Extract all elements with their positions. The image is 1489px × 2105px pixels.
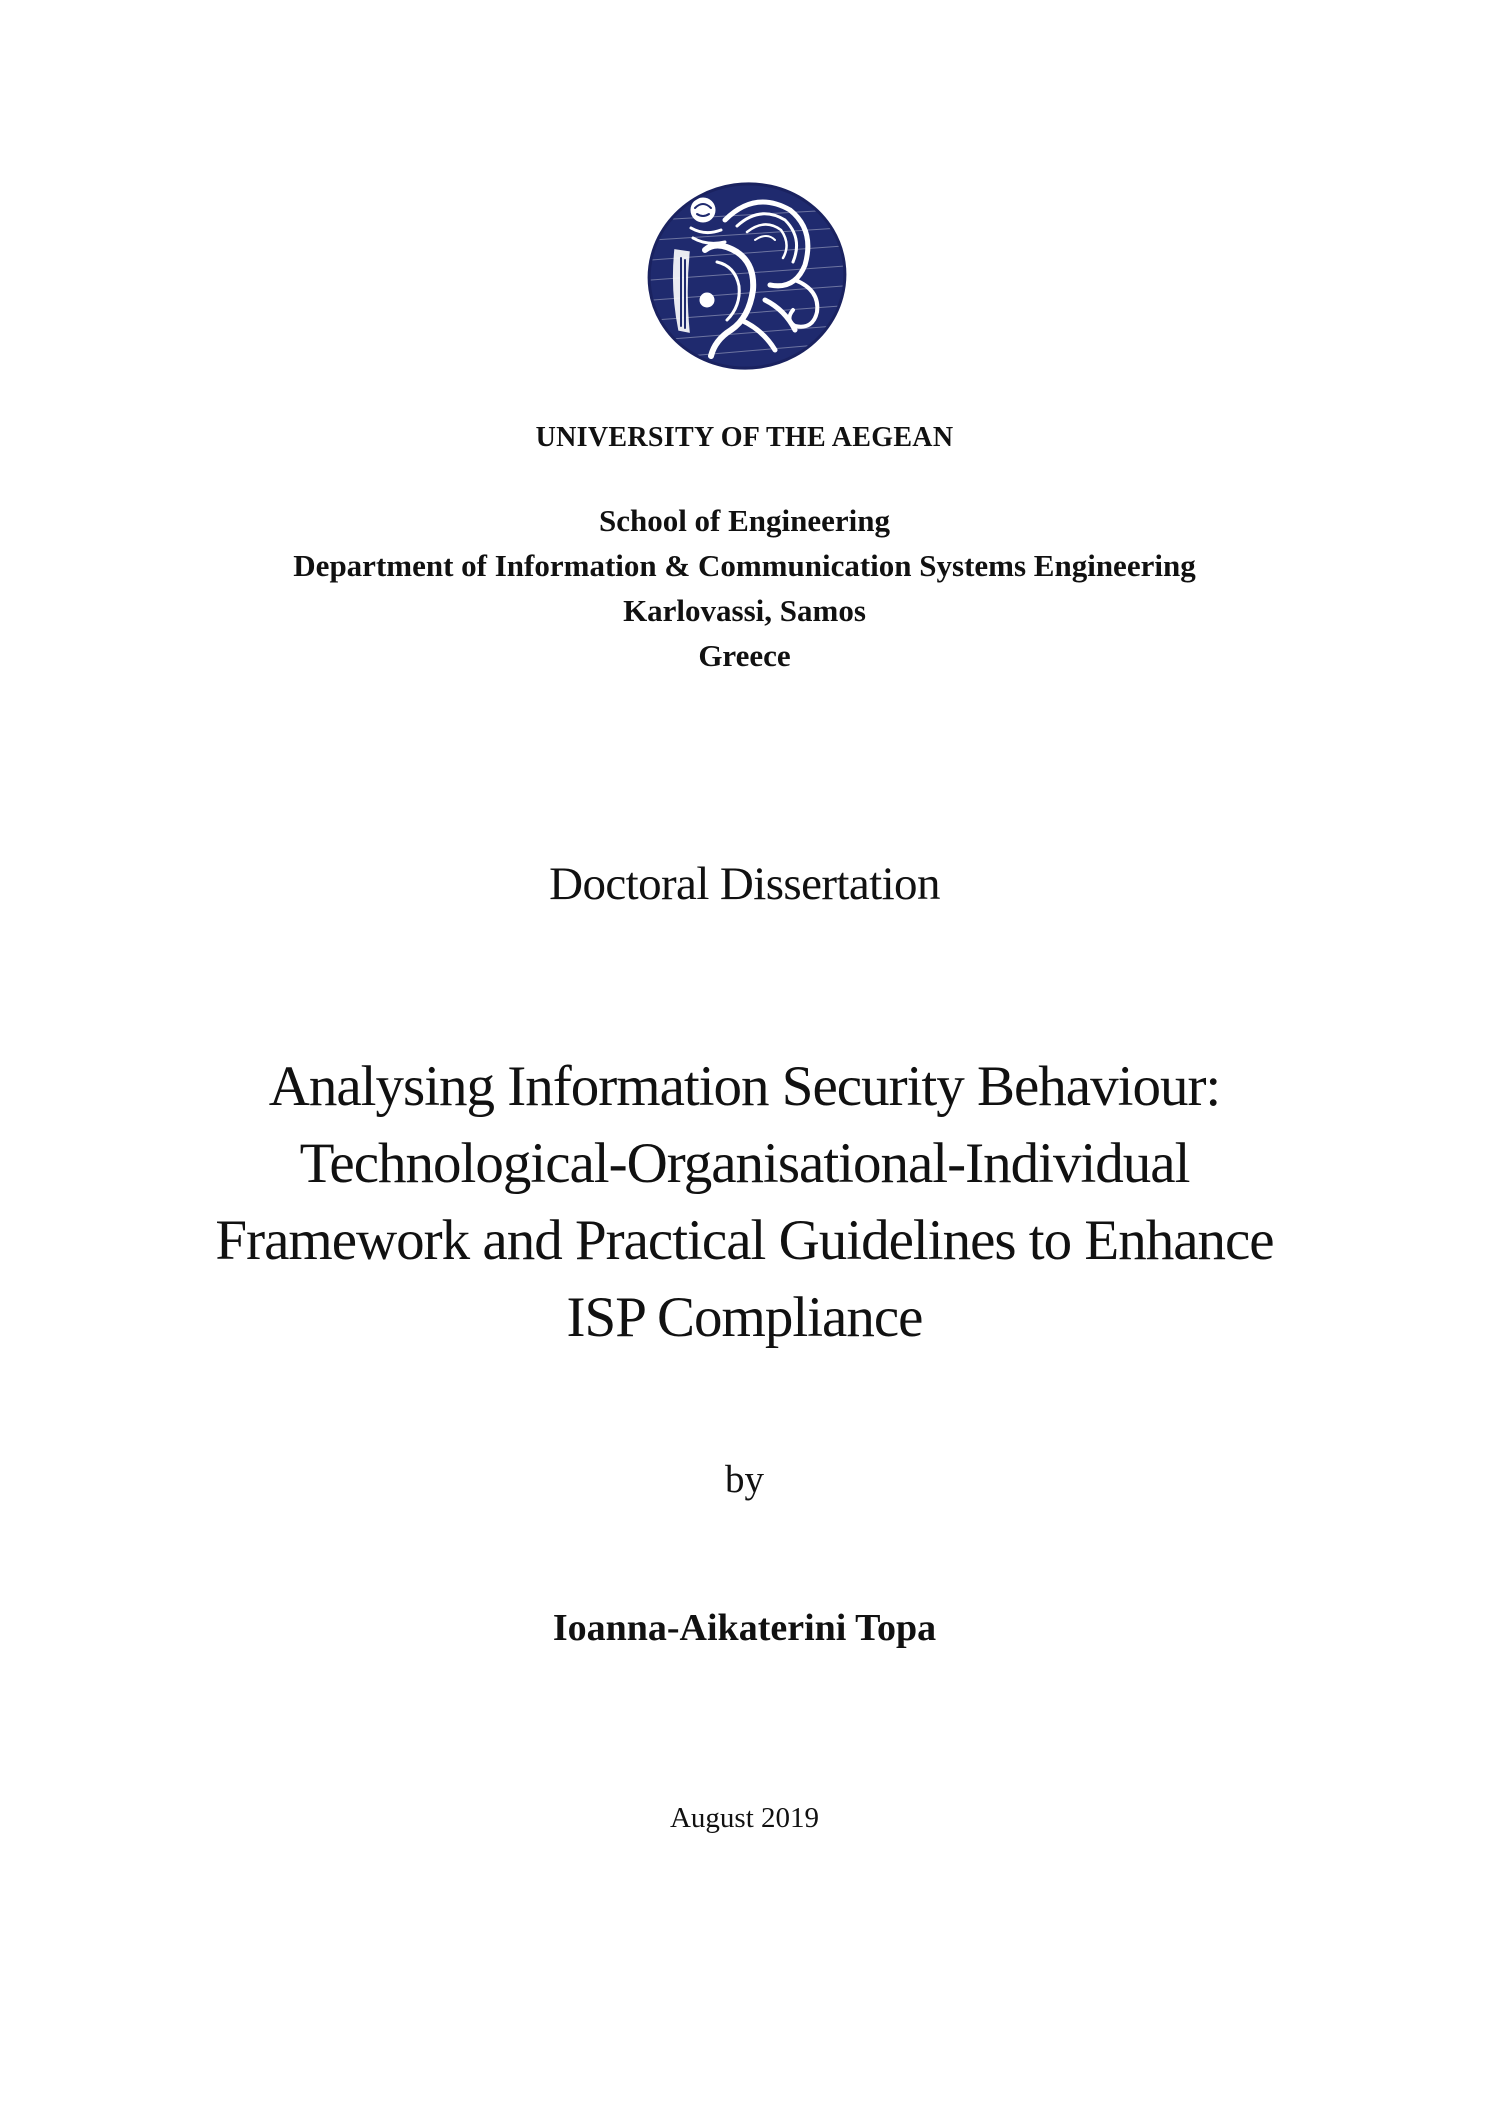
by-label: by <box>725 1458 764 1501</box>
affiliation-block <box>0 498 1489 678</box>
department-name: Department of Information & Communication Systems Engineering <box>293 548 1196 583</box>
university-name: UNIVERSITY OF THE AEGEAN <box>535 422 954 453</box>
title-line-4: ISP Compliance <box>566 1286 923 1349</box>
university-seal-icon <box>645 180 850 372</box>
location: Karlovassi, Samos <box>623 593 866 628</box>
author-name: Ioanna-Aikaterini Topa <box>552 1607 937 1649</box>
document-type: Doctoral Dissertation <box>549 858 940 910</box>
school-name: School of Engineering <box>598 503 891 538</box>
dissertation-title <box>0 1048 1489 1356</box>
publication-date: August 2019 <box>669 1802 820 1834</box>
title-line-2: Technological-Organisational-Individual <box>299 1132 1190 1195</box>
country: Greece <box>698 638 791 673</box>
title-line-1: Analysing Information Security Behaviour: <box>268 1055 1221 1118</box>
title-line-3: Framework and Practical Guidelines to Enhance <box>215 1209 1274 1272</box>
